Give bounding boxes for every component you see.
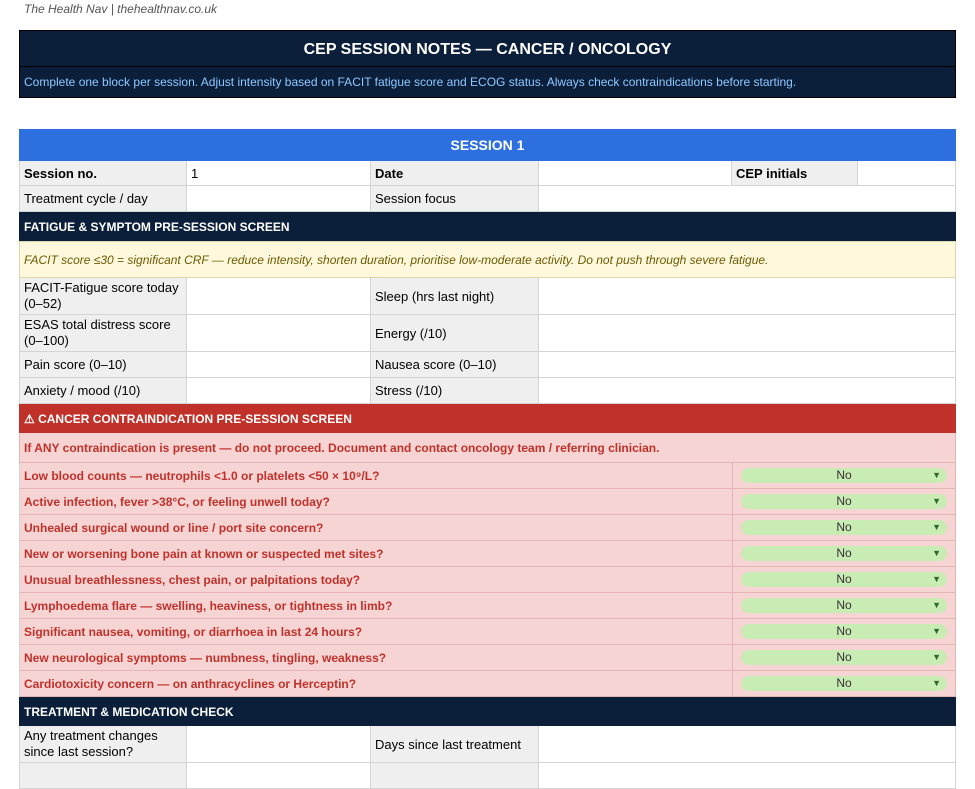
sleep-label: Sleep (hrs last night)	[371, 278, 539, 315]
contraindication-question: Unusual breathlessness, chest pain, or palpitations today?	[19, 567, 733, 593]
facit-score-cell[interactable]	[187, 278, 371, 315]
contraindication-answer-dropdown[interactable]	[741, 598, 947, 613]
cep-initials-label: CEP initials	[732, 161, 858, 186]
dropdown-arrow-icon[interactable]: ▼	[932, 548, 941, 558]
contraindication-answer-cell	[733, 515, 956, 541]
contraindication-question: Unhealed surgical wound or line / port site concern?	[19, 515, 733, 541]
treatment-cycle-label: Treatment cycle / day	[19, 186, 187, 212]
contraindication-answer-cell	[733, 463, 956, 489]
dropdown-arrow-icon[interactable]: ▼	[932, 626, 941, 636]
days-since-treatment-cell[interactable]	[539, 726, 956, 763]
session-title: SESSION 1	[19, 129, 956, 161]
stress-label: Stress (/10)	[371, 378, 539, 404]
contraindication-warning: If ANY contraindication is present — do not proceed. Document and contact oncology team / referring clinician.	[19, 433, 956, 463]
session-focus-cell[interactable]	[539, 186, 956, 212]
dropdown-value: No	[836, 546, 852, 560]
contraindication-question: Active infection, fever >38°C, or feeling unwell today?	[19, 489, 733, 515]
session-no-cell[interactable]: 1	[187, 161, 371, 186]
fatigue-row-4	[19, 378, 956, 404]
contraindication-row	[19, 541, 956, 567]
esas-score-label: ESAS total distress score (0–100)	[19, 315, 187, 352]
contraindication-answer-cell	[733, 593, 956, 619]
contraindication-question: Lymphoedema flare — swelling, heaviness, or tightness in limb?	[19, 593, 733, 619]
dropdown-value: No	[836, 676, 852, 690]
contraindication-question: Low blood counts — neutrophils <1.0 or platelets <50 × 10⁹/L?	[19, 463, 733, 489]
brand-caption: The Health Nav | thehealthnav.co.uk	[24, 2, 218, 16]
contraindication-question: Cardiotoxicity concern — on anthracyclines or Herceptin?	[19, 671, 733, 697]
contraindication-answer-dropdown[interactable]	[741, 624, 947, 639]
contraindication-answer-cell	[733, 541, 956, 567]
contraindication-answer-cell	[733, 645, 956, 671]
dropdown-arrow-icon[interactable]: ▼	[932, 522, 941, 532]
contraindication-answer-dropdown[interactable]	[741, 494, 947, 509]
contraindication-row	[19, 593, 956, 619]
treatment-row-2	[19, 763, 956, 789]
treatment-changes-cell[interactable]	[187, 726, 371, 763]
contraindication-question: New or worsening bone pain at known or suspected met sites?	[19, 541, 733, 567]
treatment-row-2-cell[interactable]	[187, 763, 371, 789]
fatigue-guidance-note: FACIT score ≤30 = significant CRF — reduce intensity, shorten duration, prioritise low-moderate activity. Do not push through severe fatigue.	[19, 241, 956, 278]
nausea-score-label: Nausea score (0–10)	[371, 352, 539, 378]
energy-label: Energy (/10)	[371, 315, 539, 352]
treatment-cycle-cell[interactable]	[187, 186, 371, 212]
fatigue-row-2	[19, 315, 956, 352]
treatment-row-2-label-b	[371, 763, 539, 789]
contraindication-row	[19, 515, 956, 541]
contraindication-row	[19, 619, 956, 645]
stress-cell[interactable]	[539, 378, 956, 404]
contraindication-row	[19, 463, 956, 489]
fatigue-row-1	[19, 278, 956, 315]
contraindication-question: New neurological symptoms — numbness, tingling, weakness?	[19, 645, 733, 671]
contraindication-answer-cell	[733, 671, 956, 697]
contraindication-row	[19, 645, 956, 671]
contraindication-answer-cell	[733, 489, 956, 515]
session-cycle-row	[19, 186, 956, 212]
pain-score-label: Pain score (0–10)	[19, 352, 187, 378]
anxiety-mood-label: Anxiety / mood (/10)	[19, 378, 187, 404]
contraindication-row	[19, 671, 956, 697]
session-no-label: Session no.	[19, 161, 187, 186]
dropdown-value: No	[836, 494, 852, 508]
facit-score-label: FACIT-Fatigue score today (0–52)	[19, 278, 187, 315]
sleep-cell[interactable]	[539, 278, 956, 315]
dropdown-arrow-icon[interactable]: ▼	[932, 678, 941, 688]
sheet-instructions: Complete one block per session. Adjust intensity based on FACIT fatigue score and ECOG status. Always check contraindications before starting.	[19, 67, 956, 98]
fatigue-row-3	[19, 352, 956, 378]
dropdown-value: No	[836, 520, 852, 534]
contraindication-answer-dropdown[interactable]	[741, 468, 947, 483]
nausea-score-cell[interactable]	[539, 352, 956, 378]
cep-initials-cell[interactable]	[858, 161, 956, 186]
dropdown-value: No	[836, 572, 852, 586]
contraindication-answer-dropdown[interactable]	[741, 546, 947, 561]
dropdown-arrow-icon[interactable]: ▼	[932, 470, 941, 480]
contraindication-question: Significant nausea, vomiting, or diarrhoea in last 24 hours?	[19, 619, 733, 645]
contraindication-answer-dropdown[interactable]	[741, 572, 947, 587]
dropdown-value: No	[836, 598, 852, 612]
treatment-row-1	[19, 726, 956, 763]
session-focus-label: Session focus	[371, 186, 539, 212]
contraindication-list	[19, 463, 956, 697]
contraindication-row	[19, 489, 956, 515]
contraindication-answer-cell	[733, 567, 956, 593]
sheet-title: CEP SESSION NOTES — CANCER / ONCOLOGY	[19, 30, 956, 67]
treatment-row-2-label	[19, 763, 187, 789]
contraindication-section-heading: ⚠ CANCER CONTRAINDICATION PRE-SESSION SCREEN	[19, 404, 956, 433]
fatigue-section-heading: FATIGUE & SYMPTOM PRE-SESSION SCREEN	[19, 212, 956, 241]
contraindication-answer-dropdown[interactable]	[741, 650, 947, 665]
contraindication-answer-dropdown[interactable]	[741, 520, 947, 535]
dropdown-value: No	[836, 468, 852, 482]
dropdown-arrow-icon[interactable]: ▼	[932, 652, 941, 662]
contraindication-row	[19, 567, 956, 593]
date-cell[interactable]	[539, 161, 732, 186]
pain-score-cell[interactable]	[187, 352, 371, 378]
contraindication-answer-cell	[733, 619, 956, 645]
session-grid	[19, 161, 956, 789]
dropdown-arrow-icon[interactable]: ▼	[932, 496, 941, 506]
dropdown-value: No	[836, 650, 852, 664]
treatment-section-heading: TREATMENT & MEDICATION CHECK	[19, 697, 956, 726]
session-info-row	[19, 161, 956, 186]
energy-cell[interactable]	[539, 315, 956, 352]
date-label: Date	[371, 161, 539, 186]
dropdown-arrow-icon[interactable]: ▼	[932, 574, 941, 584]
anxiety-mood-cell[interactable]	[187, 378, 371, 404]
dropdown-value: No	[836, 624, 852, 638]
esas-score-cell[interactable]	[187, 315, 371, 352]
treatment-changes-label: Any treatment changes since last session?	[19, 726, 187, 763]
contraindication-answer-dropdown[interactable]	[741, 676, 947, 691]
dropdown-arrow-icon[interactable]: ▼	[932, 600, 941, 610]
days-since-treatment-label: Days since last treatment	[371, 726, 539, 763]
treatment-row-2-cell-b[interactable]	[539, 763, 956, 789]
